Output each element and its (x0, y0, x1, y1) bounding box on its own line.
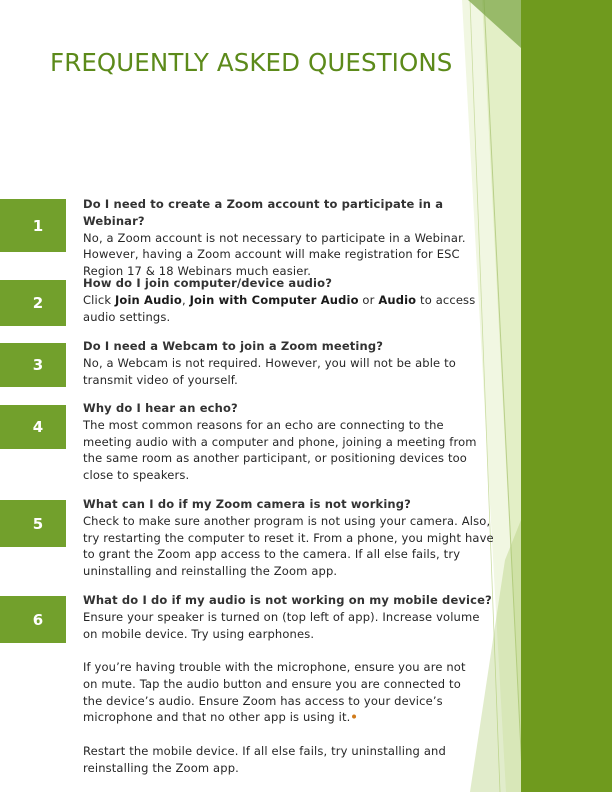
microphone-paragraph: If you’re having trouble with the microphone, ensure you are not on mute. Tap the audio button and ensure you are connected to the device’s audio. Ensure Zoom has access to your device’s microphone and that no other app is using it.• (83, 660, 466, 725)
faq-answer: Click Join Audio, Join with Computer Audio or Audio to access audio settings. (83, 292, 476, 324)
faq-number-4: 4 (0, 405, 66, 449)
faq-number-6: 6 (0, 596, 66, 643)
faq-item-5 (83, 496, 495, 580)
bullet-dot: • (350, 710, 358, 725)
faq-answer: The most common reasons for an echo are connecting to the meeting audio with a computer and phone, joining a meeting from the same room as another participant, or positioning devices too close to speakers. (83, 417, 477, 483)
faq-question: Why do I hear an echo? (83, 401, 238, 415)
faq-number-5: 5 (0, 500, 66, 547)
right-accent-bar (521, 0, 612, 792)
faq-question: Do I need a Webcam to join a Zoom meeting? (83, 339, 384, 353)
faq-answer: Check to make sure another program is not using your camera. Also, try restarting the computer to reset it. From a phone, you might have to grant the Zoom app access to the camera. If all else fails, try uninstalling and reinstalling the Zoom app. (83, 513, 494, 579)
faq-item-2 (83, 275, 495, 325)
faq-number-2: 2 (0, 280, 66, 326)
faq-item-4 (83, 400, 495, 484)
faq-question: What do I do if my audio is not working on my mobile device? (83, 593, 492, 607)
faq-question: What can I do if my Zoom camera is not working? (83, 497, 411, 511)
faq-item-1 (83, 196, 495, 280)
faq-item-6 (83, 592, 495, 642)
faq-answer: Ensure your speaker is turned on (top left of app). Increase volume on mobile device. Try using earphones. (83, 609, 480, 641)
faq-number-3: 3 (0, 343, 66, 387)
restart-paragraph: Restart the mobile device. If all else fails, try uninstalling and reinstalling the Zoom app. (83, 744, 446, 775)
faq-answer: No, a Zoom account is not necessary to participate in a Webinar. However, having a Zoom account will make registration for ESC Region 17 & 18 Webinars much easier. (83, 230, 466, 279)
faq-answer: No, a Webcam is not required. However, you will not be able to transmit video of yourself. (83, 355, 456, 387)
faq-item-3 (83, 338, 495, 388)
faq-number-1: 1 (0, 199, 66, 252)
page-title: FREQUENTLY ASKED QUESTIONS (50, 48, 453, 77)
faq-question: Do I need to create a Zoom account to participate in a Webinar? (83, 197, 444, 228)
faq-question: How do I join computer/device audio? (83, 276, 333, 290)
